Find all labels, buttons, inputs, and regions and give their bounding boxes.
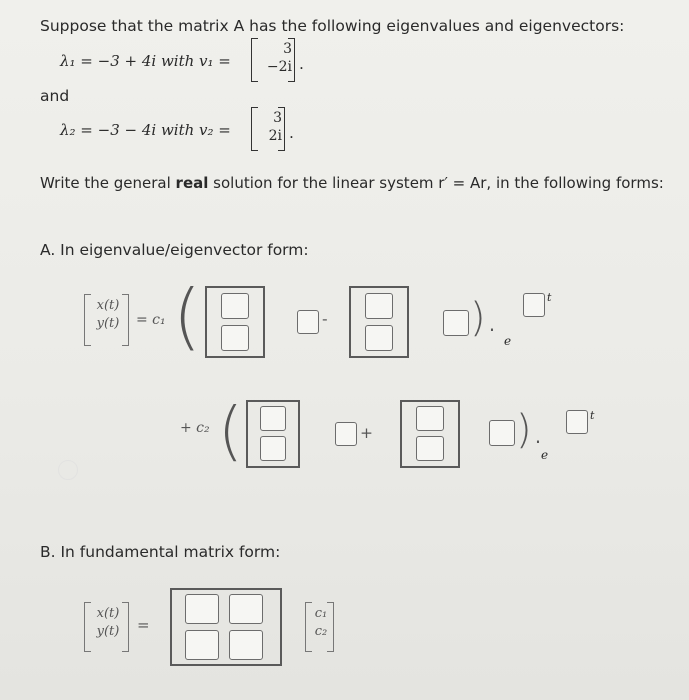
parta-c1-label: = c₁: [136, 312, 166, 328]
row1-vec1-bottom-input[interactable]: [221, 325, 249, 351]
parta-c2-label: + c₂: [180, 420, 210, 436]
row2-vec1-top-input[interactable]: [260, 406, 286, 431]
part-a-heading: A. In eigenvalue/eigenvector form:: [40, 241, 309, 259]
row2-func2-input[interactable]: [489, 420, 515, 446]
matrix-entry-22-input[interactable]: [229, 630, 263, 660]
row2-vec2-top-input[interactable]: [416, 406, 444, 431]
partb-equals: =: [137, 616, 150, 634]
coeff-vector: c₁ c₂: [314, 606, 328, 639]
parta-lhs-right-bracket: [122, 294, 129, 346]
instruction-text: Write the general real solution for the linear system r′ = Ar, in the following forms:: [40, 174, 664, 192]
row2-e: e: [541, 448, 549, 462]
lambda2-label: λ₂ = −3 − 4i with v₂ =: [60, 121, 231, 139]
v2-entry-2: 2i: [268, 128, 282, 144]
row2-vec2-bottom-input[interactable]: [416, 436, 444, 461]
lambda1-label: λ₁ = −3 + 4i with v₁ =: [60, 52, 231, 70]
parta-lhs-vector: x(t) y(t): [96, 298, 120, 331]
part-b-heading: B. In fundamental matrix form:: [40, 543, 281, 561]
coeff-right-bracket: [327, 602, 334, 652]
partb-lhs-vector: x(t) y(t): [96, 606, 120, 639]
row2-exponent-input[interactable]: [566, 410, 588, 434]
row1-exponent-input[interactable]: [523, 293, 545, 317]
watermark-dot: [58, 460, 78, 480]
worksheet-page: Suppose that the matrix A has the following eigenvalues and eigenvectors: λ₁ = −3 + 4i with v₁ = 3 −2i . and λ₂ = −3 − 4i with v₂ = 3 2i . Write the general real solution for the linear system r′ = Ar, in the following forms: A. In eigenvalue/eigenvector form: x(t) y(t) = c₁ ( - ). e t + c₂ ( + ). e t B. In fundamental matrix form: x(t) y(t) = c₁ c₂: [0, 0, 689, 700]
v1-right-bracket: [288, 38, 295, 82]
row1-e: e: [504, 334, 512, 348]
partb-lhs-right-bracket: [122, 602, 129, 652]
v2-right-bracket: [278, 107, 285, 151]
matrix-entry-12-input[interactable]: [229, 594, 263, 624]
matrix-entry-11-input[interactable]: [185, 594, 219, 624]
row2-func1-input[interactable]: [335, 422, 357, 446]
row1-func2-input[interactable]: [443, 310, 469, 336]
v1-entry-2: −2i: [266, 59, 292, 75]
v1-entry-1: 3: [283, 41, 292, 57]
row1-func1-input[interactable]: [297, 310, 319, 334]
and-text: and: [40, 87, 70, 105]
matrix-entry-21-input[interactable]: [185, 630, 219, 660]
row1-vec1-top-input[interactable]: [221, 293, 249, 319]
row1-vec2-top-input[interactable]: [365, 293, 393, 319]
row1-vec2-bottom-input[interactable]: [365, 325, 393, 351]
row2-vec1-bottom-input[interactable]: [260, 436, 286, 461]
v2-entry-1: 3: [273, 110, 282, 126]
intro-text: Suppose that the matrix A has the following eigenvalues and eigenvectors:: [40, 17, 625, 35]
